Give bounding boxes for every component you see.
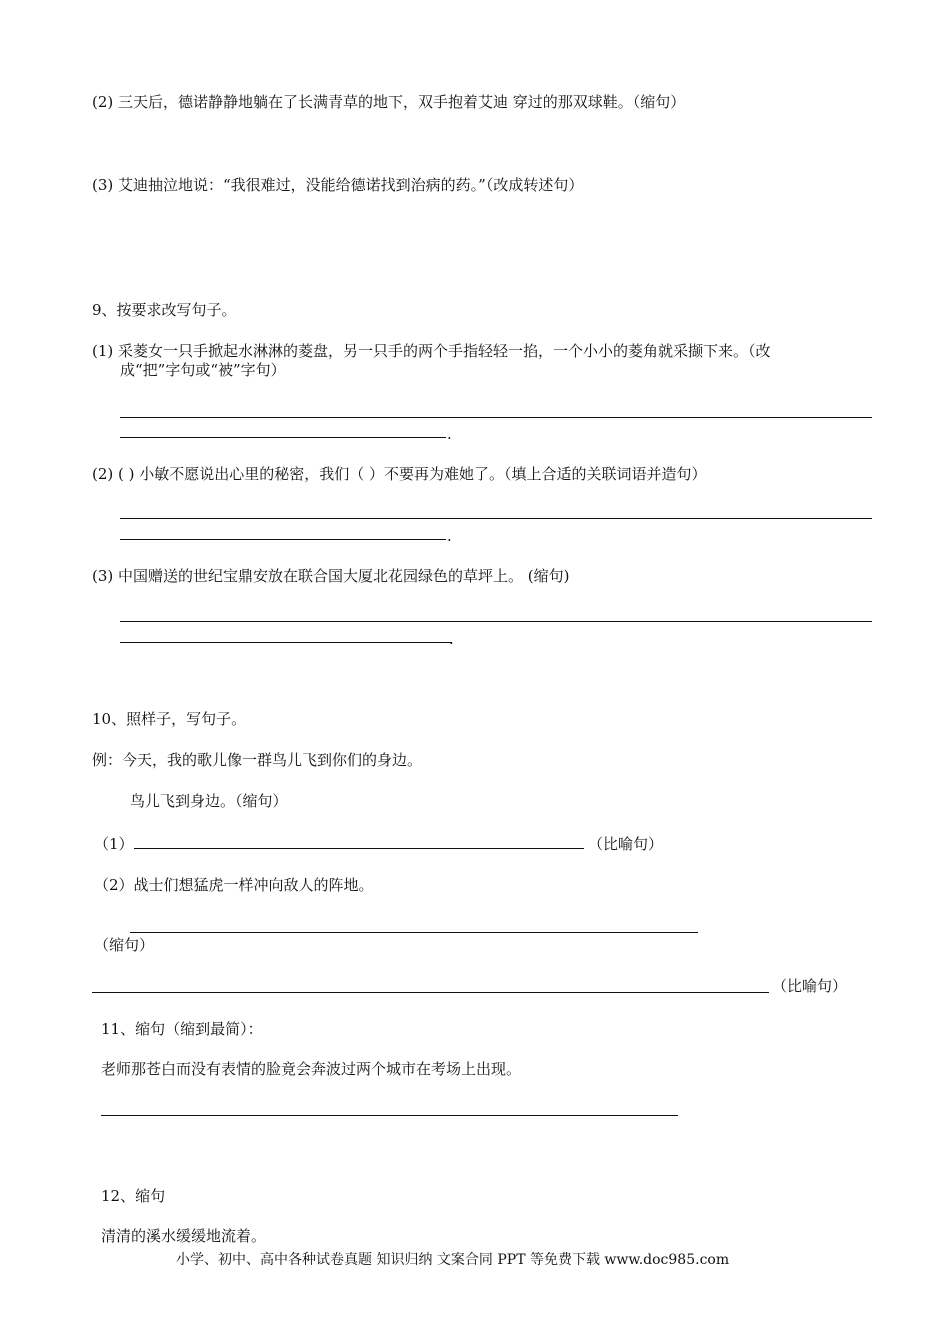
footer-text: 小学、初中、高中各种试卷真题 知识归纳 文案合同 PPT 等免费下载 www.doc985.com bbox=[176, 1252, 730, 1268]
q9-item-3: (3) 中国赠送的世纪宝鼎安放在联合国大厦北花园绿色的草坪上。 (缩句) bbox=[92, 567, 570, 585]
q9-item-3-answer-line-2[interactable] bbox=[120, 642, 452, 643]
q10-item-1-hint: （比喻句） bbox=[588, 835, 664, 853]
q11-sentence: 老师那苍白而没有表情的脸竟会奔波过两个城市在考场上出现。 bbox=[101, 1060, 522, 1078]
q9-item-1-line-1: (1) 采菱女一只手掀起水淋淋的菱盘，另一只手的两个手指轻轻一掐，一个小小的菱角就采撷下来。（改 bbox=[92, 342, 771, 360]
q9-item-2-period: . bbox=[447, 527, 452, 545]
q10-example: 例：今天，我的歌儿像一群鸟儿飞到你们的身边。 bbox=[92, 751, 423, 769]
q10-example-answer: 鸟儿飞到身边。（缩句） bbox=[130, 792, 288, 810]
q10-item-2-simile-answer-line[interactable] bbox=[92, 992, 769, 993]
q10-heading: 10、照样子，写句子。 bbox=[92, 710, 247, 728]
q12-heading: 12、缩句 bbox=[101, 1187, 166, 1205]
q10-item-2-simile-hint: （比喻句） bbox=[772, 977, 848, 995]
q9-item-3-period: . bbox=[449, 630, 454, 648]
q9-item-2: (2) ( ) 小敏不愿说出心里的秘密，我们（ ）不要再为难她了。（填上合适的关联词语并造句） bbox=[92, 465, 707, 483]
q9-item-3-answer-line-1[interactable] bbox=[120, 621, 872, 622]
q10-item-1-answer-line[interactable] bbox=[134, 848, 584, 849]
q9-item-2-answer-line-2[interactable] bbox=[120, 539, 446, 540]
q10-item-2: （2）战士们想猛虎一样冲向敌人的阵地。 bbox=[94, 876, 374, 894]
q8-item-2: (2) 三天后，德诺静静地躺在了长满青草的地下，双手抱着艾迪 穿过的那双球鞋。（缩句） bbox=[92, 93, 686, 111]
q11-heading: 11、缩句（缩到最简）： bbox=[101, 1020, 263, 1038]
q9-item-1-period: . bbox=[447, 425, 452, 443]
q10-item-2-shrink-hint: （缩句） bbox=[94, 936, 155, 954]
q9-item-1-answer-line-2[interactable] bbox=[120, 437, 446, 438]
q12-sentence: 清清的溪水缓缓地流着。 bbox=[101, 1227, 267, 1245]
q9-item-1-line-2: 成“把”字句或“被”字句） bbox=[120, 361, 286, 379]
q9-item-2-answer-line-1[interactable] bbox=[120, 518, 872, 519]
q9-item-1-answer-line-1[interactable] bbox=[120, 417, 872, 418]
q10-item-1-number: （1） bbox=[94, 835, 134, 853]
q9-heading: 9、按要求改写句子。 bbox=[92, 301, 237, 319]
q10-item-2-shrink-answer-line[interactable] bbox=[130, 932, 698, 933]
q8-item-3: (3) 艾迪抽泣地说：“我很难过，没能给德诺找到治病的药。”（改成转述句） bbox=[92, 176, 584, 194]
q11-answer-line[interactable] bbox=[101, 1115, 678, 1116]
